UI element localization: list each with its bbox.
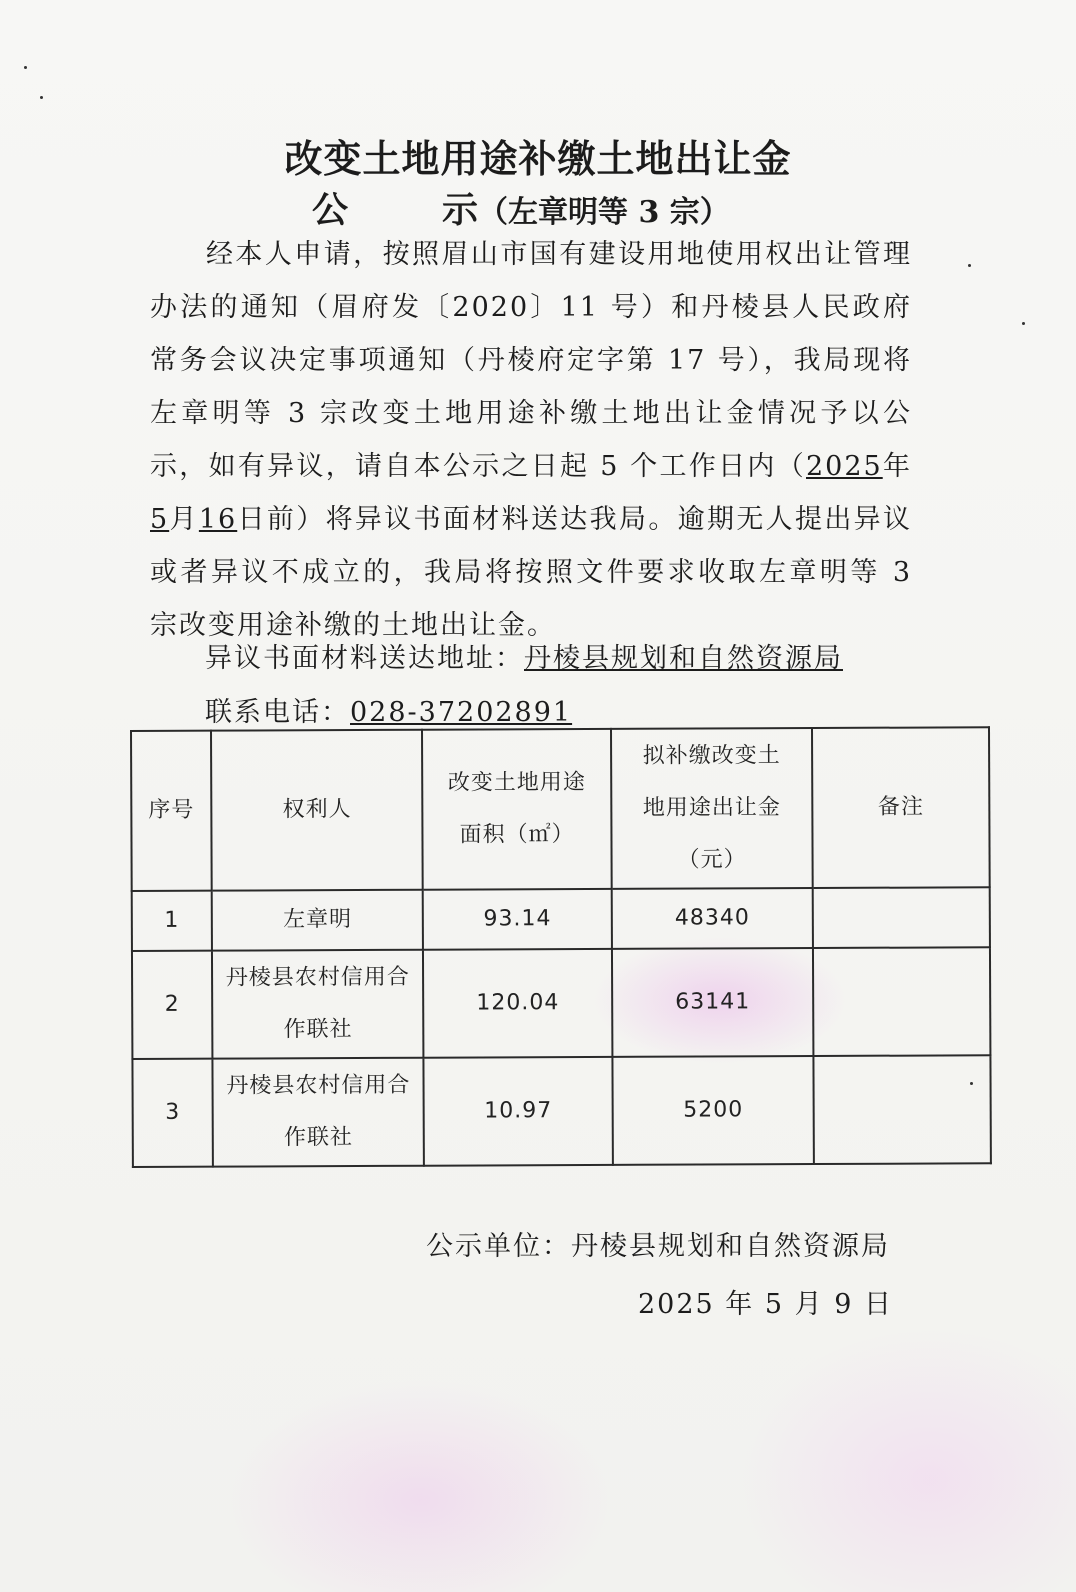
deadline-day: 16 bbox=[198, 504, 238, 535]
scan-speck bbox=[970, 1082, 973, 1085]
header-area-line2: 面积（㎡） bbox=[459, 822, 575, 848]
cell-area: 120.04 bbox=[423, 949, 612, 1058]
phone-value: 028-37202891 bbox=[350, 697, 573, 728]
objection-address bbox=[205, 636, 843, 675]
cell-seq: 3 bbox=[132, 1059, 213, 1167]
header-remark: 备注 bbox=[812, 727, 989, 888]
document-subtitle bbox=[312, 182, 730, 233]
phone-label: 联系电话： bbox=[205, 697, 350, 728]
scan-speck bbox=[40, 96, 43, 99]
deadline-year: 2025 bbox=[806, 451, 883, 482]
cell-holder bbox=[213, 1058, 425, 1167]
deadline-year-unit: 年 bbox=[882, 451, 913, 482]
land-fee-table bbox=[130, 726, 992, 1168]
cell-fee: 63141 bbox=[612, 948, 814, 1057]
holder-line2: 作联社 bbox=[283, 1017, 353, 1043]
subtitle-char-1: 公 bbox=[312, 189, 349, 231]
issuing-unit bbox=[426, 1224, 890, 1263]
issuing-unit-value: 丹棱县规划和自然资源局 bbox=[571, 1231, 890, 1262]
cell-remark bbox=[813, 887, 990, 948]
notice-text: 经本人申请，按照眉山市国有建设用地使用权出让管理办法的通知（眉府发〔2020〕11 号）和丹棱县人民政府常务会议决定事项通知（丹棱府定字第 17 号），我局现将左章明等 3 宗改变土地用途补缴土地出让金情况予以公示，如有异议，请自本公示之日起 5 个工作日内（ bbox=[150, 239, 912, 482]
header-fee-line3: （元） bbox=[677, 847, 747, 873]
subtitle-scope: （左章明等 3 宗） bbox=[478, 195, 730, 230]
document-title: 改变土地用途补缴土地出让金 bbox=[284, 136, 792, 181]
issuing-unit-label: 公示单位： bbox=[426, 1231, 571, 1262]
notice-body bbox=[150, 228, 912, 652]
address-value: 丹棱县规划和自然资源局 bbox=[524, 643, 843, 674]
table-row bbox=[132, 947, 990, 1059]
cell-holder bbox=[212, 890, 424, 951]
holder-line1: 丹棱县农村信用合 bbox=[226, 1072, 411, 1099]
deadline-month-unit: 月 bbox=[169, 504, 199, 535]
notice-text-end: 将异议书面材料送达我局。逾期无人提出异议或者异议不成立的，我局将按照文件要求收取左章明等 3 宗改变用途补缴的土地出让金。 bbox=[150, 504, 913, 641]
holder-line2: 作联社 bbox=[283, 1125, 354, 1151]
holder-line1: 丹棱县农村信用合 bbox=[225, 964, 410, 991]
cell-seq: 2 bbox=[132, 951, 213, 1059]
cell-area: 10.97 bbox=[424, 1057, 613, 1166]
cell-fee: 48340 bbox=[611, 888, 813, 949]
header-seq: 序号 bbox=[131, 731, 212, 891]
header-fee-line2: 地用途出让金 bbox=[642, 795, 781, 821]
scan-speck bbox=[968, 264, 971, 267]
cell-fee: 5200 bbox=[612, 1056, 814, 1165]
subtitle-char-2: 示 bbox=[442, 189, 479, 231]
notice-paragraph bbox=[150, 228, 912, 652]
scan-speck bbox=[1022, 322, 1025, 325]
holder-line1: 左章明 bbox=[283, 907, 353, 933]
deadline-day-unit: 日前） bbox=[237, 504, 326, 535]
table-row bbox=[132, 1055, 990, 1167]
address-label: 异议书面材料送达地址： bbox=[205, 643, 524, 674]
cell-holder bbox=[212, 950, 424, 1059]
table-row bbox=[132, 887, 990, 951]
cell-remark bbox=[813, 947, 990, 1056]
cell-area: 93.14 bbox=[423, 889, 612, 950]
scan-speck bbox=[24, 66, 27, 69]
deadline-month: 5 bbox=[150, 504, 170, 535]
header-fee bbox=[611, 728, 813, 889]
header-holder: 权利人 bbox=[211, 730, 423, 891]
header-fee-line1: 拟补缴改变土 bbox=[642, 743, 781, 769]
contact-phone bbox=[205, 690, 572, 729]
table-header-row bbox=[131, 727, 990, 891]
cell-seq: 1 bbox=[132, 891, 212, 951]
header-area bbox=[422, 729, 611, 890]
cell-remark bbox=[814, 1055, 991, 1164]
header-area-line1: 改变土地用途 bbox=[447, 770, 586, 796]
issue-date: 2025 年 5 月 9 日 bbox=[638, 1289, 893, 1320]
